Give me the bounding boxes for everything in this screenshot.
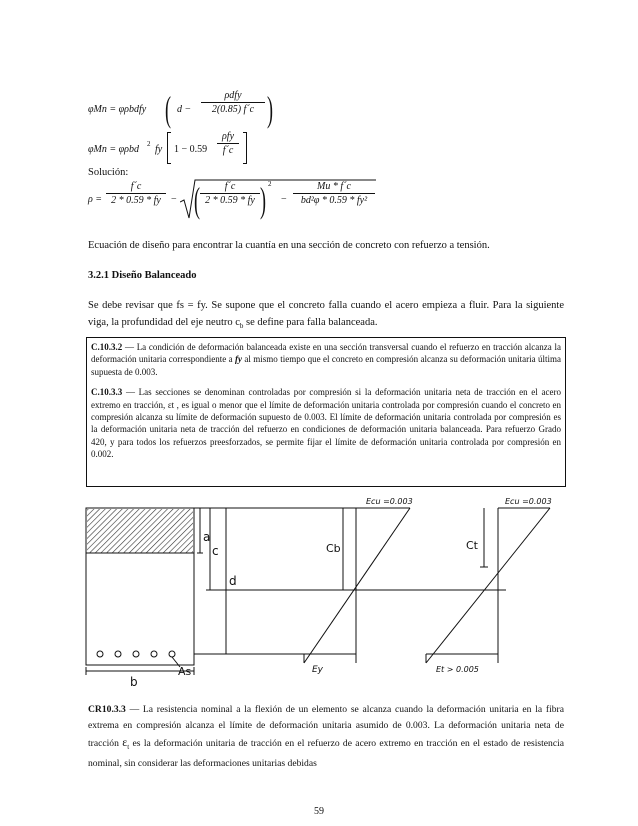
- intro-paragraph: [88, 297, 564, 335]
- eq3-f2-den: 2 * 0.59 * fy: [205, 195, 255, 206]
- label-ecu-balanced: Ecu =0.003: [366, 497, 413, 506]
- footer-epsilon-sub: t: [127, 743, 130, 752]
- eq2-lhs: φMn = φρbd: [88, 144, 139, 155]
- label-a: a: [203, 530, 211, 544]
- label-as: As: [178, 665, 192, 678]
- footer-text-b: es la deformación unitaria de tracción en el refuerzo de acero extremo en tracción en el estado de resistencia nominal, sin considerar las deformaciones unitarias debidas: [88, 738, 564, 769]
- eq1-d: d −: [177, 104, 192, 115]
- eq2-left-bracket: [167, 132, 171, 164]
- eq3-fraction-1: [106, 181, 166, 206]
- rebar-1: [97, 651, 103, 657]
- eq3-f2-bar: [200, 193, 260, 194]
- c1032-paragraph: [87, 341, 565, 378]
- label-cb: Cb: [326, 542, 341, 555]
- eq2-sup: 2: [147, 140, 151, 148]
- rebar-4: [151, 651, 157, 657]
- solution-label: Solución:: [88, 167, 129, 178]
- c1032-text-b: al mismo tiempo que el concreto en compresión alcanza su deformación unitaria última supuesta de 0.003.: [91, 354, 562, 377]
- eq3-f3-den: bd²φ * 0.59 * fy²: [300, 195, 368, 206]
- footer-epsilon: ε: [122, 735, 128, 750]
- c1032-code: C.10.3.2: [91, 342, 123, 352]
- eq2-bar: [217, 143, 239, 144]
- eq1-num: ρdfy: [224, 90, 242, 101]
- footer-code: CR10.3.3: [88, 704, 126, 715]
- c1033-paragraph: [87, 386, 565, 460]
- intro-subscript: b: [239, 322, 244, 331]
- eq3-fraction-2: [200, 181, 260, 206]
- c1032-fy: fy: [235, 354, 243, 365]
- rebar-5: [169, 651, 175, 657]
- equation-2: [88, 130, 288, 170]
- code-box: [86, 337, 566, 487]
- eq1-lhs: φMn = φρbdfy: [88, 104, 147, 115]
- c1033-code: C.10.3.3: [91, 387, 123, 398]
- rebar-3: [133, 651, 139, 657]
- eq3-rho: ρ =: [88, 194, 103, 205]
- page-number: 59: [314, 806, 324, 817]
- label-ey: Ey: [312, 665, 324, 675]
- label-d: d: [229, 574, 237, 588]
- eq3-left-paren: (: [194, 180, 200, 220]
- footer-text-a: — La resistencia nominal a la flexión de un elemento se alcanza cuando la deformación unitaria en la fibra extrema en compresión alcanza el límite de deformación unitaria asumido de 0.003. La deformación unitaria neta de tracción: [88, 704, 564, 750]
- label-et: Et > 0.005: [436, 665, 479, 674]
- eq2-fy: fy: [155, 144, 163, 155]
- c1033-text: — Las secciones se denominan controladas por compresión si la deformación unitaria neta de tracción en el acero extremo en tracción, εt , es igual o menor que el límite de deformación unitaria controlada por compresión cuando el concreto en compresión alcanza su límite de deformación supuesto de 0.003. El límite de deformación unitaria controlada por compresión es la deformación unitaria neta de tracción del refuerzo en condiciones de deformación unitaria balanceada. Para refuerzo Grado 420, y para todos los refuerzos preesforzados, se permite fijar el límite de deformación unitaria controlada por compresión en 0.002.: [91, 387, 561, 460]
- eq2-right-bracket: [243, 132, 247, 164]
- eq3-square: 2: [268, 180, 272, 188]
- label-c: c: [212, 544, 219, 558]
- intro-text: Se debe revisar que fs = fy. Se supone que el concreto falla cuando el acero empieza a fluir. Para la siguiente viga, la profundidad del eje neutro c: [88, 300, 564, 328]
- equation-1: [88, 90, 288, 130]
- label-b: b: [130, 675, 138, 689]
- eq3-f3-num: Mu * f´c: [317, 181, 351, 192]
- eq2-den: f´c: [222, 145, 234, 156]
- strain-line-balanced: [304, 508, 410, 663]
- eq1-left-paren: (: [165, 89, 171, 129]
- design-equation-text: Ecuación de diseño para encontrar la cuantía en una sección de concreto con refuerzo a tensión.: [88, 240, 490, 251]
- section-heading: 3.2.1 Diseño Balanceado: [88, 270, 197, 281]
- eq2-one: 1 − 0.59: [174, 144, 208, 155]
- eq3-right-paren: ): [260, 180, 266, 220]
- eq3-f1-den: 2 * 0.59 * fy: [111, 195, 161, 206]
- equation-3: [88, 178, 388, 222]
- footer-paragraph: [88, 702, 564, 772]
- eq1-den: 2(0.85) f´c: [211, 104, 255, 115]
- compression-block: [87, 509, 193, 553]
- rebar-2: [115, 651, 121, 657]
- eq3-fraction-3: [293, 181, 375, 206]
- eq1-fraction: [201, 90, 265, 115]
- eq3-minus: −: [171, 194, 177, 205]
- eq3-f1-num: f´c: [130, 181, 142, 192]
- label-ecu-tension: Ecu =0.003: [505, 497, 552, 506]
- eq3-f3-bar: [293, 193, 375, 194]
- c1032-text-a: — La condición de deformación balanceada existe en una sección transversal cuando el refuerzo en tracción alcanza la deformación unitaria correspondiente a: [91, 342, 561, 365]
- eq3-f1-bar: [106, 193, 166, 194]
- eq1-right-paren: ): [267, 89, 273, 129]
- label-ct: Ct: [466, 539, 478, 552]
- intro-end: se define para falla balanceada.: [243, 317, 378, 328]
- strain-diagram: [0, 495, 638, 690]
- eq3-minus-2: −: [281, 194, 287, 205]
- eq2-num: ρfy: [221, 131, 235, 142]
- strain-line-tension: [426, 508, 550, 663]
- eq1-bar: [201, 102, 265, 103]
- eq2-fraction: [217, 131, 239, 156]
- eq3-f2-num: f´c: [224, 181, 236, 192]
